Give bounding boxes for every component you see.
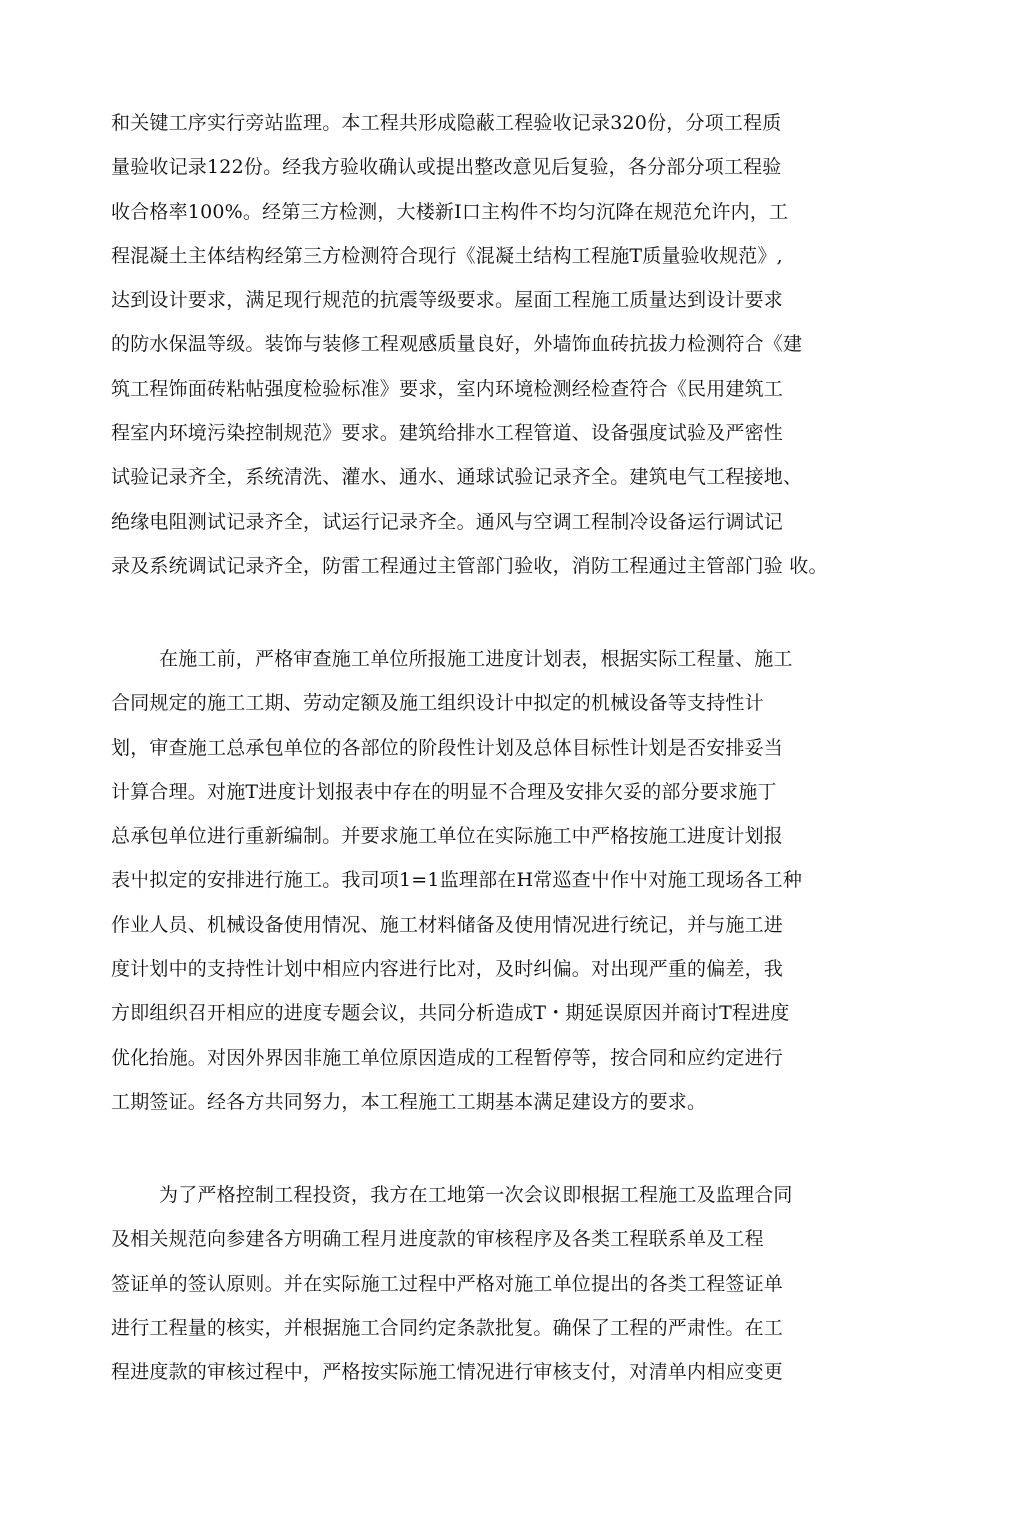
text-line: 表屮拟定的安排进行施工。我司项1=1监理部在H常巡查屮作屮对施工现场各工种 xyxy=(111,869,803,892)
text-line: 签证单的签认原则。并在实际施工过程中严格对施工单位提出的各类工程签证单 xyxy=(111,1272,784,1295)
paragraph-schedule xyxy=(111,637,871,1124)
text-line: 程混凝土主体结构经第三方检测符合现行《混凝土结构工程施T质量验收规范》, xyxy=(111,244,783,267)
text-line: 计算合理。对施T进度计划报表中存在的明显不合理及安排欠妥的部分要求施丁 xyxy=(111,780,777,803)
text-line: 达到设计要求，满足现行规范的抗震等级要求。屋面工程施工质量达到设计要求 xyxy=(111,289,784,312)
text-line: 优化抬施。对因外界因非施工单位原因造成的工程暂停等，按合同和应约定进行 xyxy=(111,1046,784,1069)
text-line: 合同规定的施工工期、劳动定额及施工组织设计中拟定的机械设备等支持性计 xyxy=(111,692,764,715)
paragraph-quality xyxy=(111,101,871,588)
text-line: 收合格率100%。经第三方检测，大楼新I口主构件不均匀沉降在规范允许内，工 xyxy=(111,200,789,223)
text-line: 试验记录齐全，系统清洗、灌水、通水、通球试验记录齐全。建筑电气工程接地、 xyxy=(111,466,803,489)
text-line: 和关键工序实行旁站监理。本工程共形成隐蔽工程验收记录320份，分项工程质 xyxy=(111,112,782,134)
text-line: 度计划中的支持性计划中相应内容进行比对，及时纠偏。对出现严重的偏差，我 xyxy=(111,958,784,981)
text-line: 绝缘电阻测试记录齐全，试运行记录齐全。通风与空调工程制冷设备运行调试记 xyxy=(111,510,784,533)
paragraph-investment xyxy=(111,1173,871,1394)
text-line: 程室内环境污染控制规范》要求。建筑给排水工程管道、设备强度试验及严密性 xyxy=(111,422,784,445)
text-line: 筑工程饰面砖粘帖强度检验标准》要求，室内环境检测经检查符合《民用建筑工 xyxy=(111,377,784,400)
text-line: 总承包单位进行重新编制。并要求施工单位在实际施工中严格按施工进度计划报 xyxy=(111,825,784,848)
text-line: 量验收记录122份。经我方验收确认或提出整改意见后复验，各分部分项工程验 xyxy=(111,156,782,179)
text-line: 方即组织召开相应的进度专题会议，共同分析造成T・期延误原因并商讨T程进度 xyxy=(111,1002,790,1025)
text-line: 的防水保温等级。装饰与装修工程观感质量良好，外墙饰血砖抗拔力检测符合《建 xyxy=(111,333,803,356)
text-line: 划，审查施工总承包单位的各部位的阶段性计划及总体目标性计划是否安排妥当 xyxy=(111,736,784,759)
text-line-first: 为了严格控制工程投资，我方在工地第一次会议即根据工程施工及监理合同 xyxy=(159,1184,793,1206)
text-line: 作业人员、机械设备使用情况、施工材料储备及使用情况进行统记，并与施工进 xyxy=(111,913,784,936)
text-line: 程进度款的审核过程中，严格按实际施工情况进行审核支付，对清单内相应变更 xyxy=(111,1361,784,1384)
text-line: 工期签证。经各方共同努力，本工程施工工期基本满足建设方的要求。 xyxy=(111,1090,707,1113)
text-line: 及相关规范向参建各方明确工程月进度款的审核程序及各类工程联系单及工程 xyxy=(111,1228,764,1251)
text-line-first: 在施工前，严格审查施工单位所报施工进度计划表，根据实际工程量、施工 xyxy=(159,648,793,670)
text-line: 录及系统调试记录齐全，防雷工程通过主管部门验收，消防工程通过主管部门验 收。 xyxy=(111,554,828,577)
text-line: 进行工程量的核实，并根据施工合同约定条款批复。确保了工程的严肃性。在工 xyxy=(111,1316,784,1339)
